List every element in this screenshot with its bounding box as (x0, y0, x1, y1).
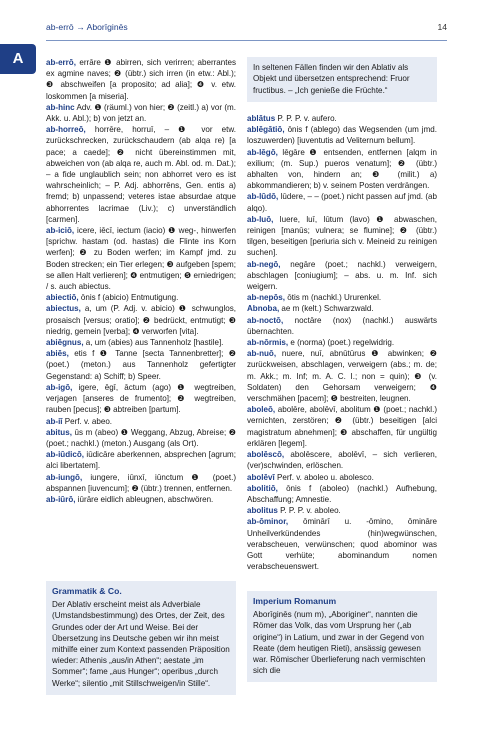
entry-ablegatio: ablēgātiō, ōnis f (ablego) das Wegsenden (um jmd. loszuwerden) [iuventutis ad Veliternum bellum]. (247, 125, 437, 146)
headword: abolēvī (247, 472, 275, 482)
entry-abnuo: ab-nuō, nuere, nuī, abnūtūrus ❶ abwinken; ❷ zurückweisen, abschlagen, verweigern (abs.; m. de; m. Akk.; m. Inf; m. A. C. I.; non = quin); ❸ (v. Soldaten) den Gehorsam verweigern; ❹ verschmähen [pacem]; ❺ bestreiten, leugnen. (247, 349, 437, 404)
entry-abhinc: ab-hinc Adv. ❶ (räuml.) von hier; ❷ (zeitl.) a) vor (m. Akk. u. Abl.); b) von jetzt an. (46, 102, 236, 124)
running-head-range: ab-errō → Aborīginēs (46, 22, 128, 32)
grammar-info-box (46, 581, 236, 695)
entry-abolitio: abolitiō, ōnis f (aboleo) (nachkl.) Aufhebung, Abschaffung; Amnestie. (247, 483, 437, 504)
imperium-box-title: Imperium Romanum (253, 596, 337, 606)
letter-thumb-tab[interactable]: A (0, 44, 36, 74)
page-number: 14 (437, 22, 447, 32)
headword: abolitiō, (247, 483, 278, 493)
headword: ab-iciō, (46, 226, 75, 236)
entry-abiungo: ab-iungō, iungere, iūnxī, iūnctum ❶ (poet.) abspannen [iuvencum]; ❷ (übtr.) trennen, entfernen. (46, 472, 236, 493)
entry-abitus: abitus, ūs m (abeo) ❶ Weggang, Abzug, Abreise; ❷ (poet.; nachkl.) (meton.) Ausgang (als Ort). (46, 427, 236, 448)
imperium-info-box (247, 591, 437, 682)
headword: ab-nuō, (247, 349, 277, 359)
headword: Abnoba, (247, 304, 280, 314)
running-head (46, 22, 447, 36)
headword: abiēgnus, (46, 338, 84, 348)
entry-abolesco: abolēscō, abolēscere, abolēvī, – sich verlieren, (ver)schwinden, erlöschen. (247, 450, 437, 471)
headword: abolēscō, (247, 450, 285, 460)
headword: ab-iūdicō, (46, 450, 84, 460)
entry-ablatus: ablātus P. P. P. v. aufero. (247, 114, 337, 123)
headword: ab-luō, (247, 214, 274, 224)
headword: ab-lēgō, (247, 147, 278, 157)
headword: abitus, (46, 427, 72, 437)
entry-abhorreo: ab-horreō, horrēre, horruī, – ❶ vor etw. zurückschrecken, zurückschaudern (ab alqa re) [a pace; a caede]; ❷ nicht übereinstimmen mit, abweichen von (ab alqa re, auch m. Abl. od. m. Dat.); – a fide unglaublich sein; non abhorret vero es ist wahrscheinlich; – P. Adj. abhorrēns, Gen. entis a) fremd; b) unpassend; veteres istae absurdae atque abhorrentes lacrimae (Liv.); c) unverständlich [carmen]. (46, 125, 236, 224)
entry-abolevi: abolēvī Perf. v. aboleo u. abolesco. (247, 472, 374, 482)
entry-abnocto: ab-noctō, noctāre (nox) (nachkl.) auswärts übernachten. (247, 315, 437, 336)
entry-abigo: ab-igō, igere, ēgī, āctum (ago) ❶ wegtreiben, verjagen [anseres de frumento]; ❷ wegtreiben, rauben [pecus]; ❸ abtreiben [partum]. (46, 382, 236, 415)
entry-aberro: ab-errō, errāre ❶ abirren, sich verirren; aberrantes ex agmine naves; ❷ (übtr.) sich irren (in etw.: Abl.); ❸ abschweifen [a proposito; ad alia]; ❹ v. etw. loskommen [a miseria]. (46, 58, 236, 101)
headword: ab-lūdō, (247, 192, 279, 202)
entry-abnormis: ab-nōrmis, e (norma) (poet.) regelwidrig. (247, 338, 395, 348)
headword: ablēgātiō, (247, 125, 285, 135)
note-box-text: In seltenen Fällen finden wir den Ablativ als Objekt und übersetzen entsprechend: Fruor fructibus. – „Ich genieße die Früchte.“ (253, 63, 410, 95)
grammar-box-text: Der Ablativ erscheint meist als Adverbiale (Umstandsbestimmung) des Ortes, der Zeit, des Grundes oder der Art und Weise. Bei der Übersetzung ins Deutsche geben wir ihn meist mithilfe einer zum Kontext passenden Präposition wieder: Athenis „aus/in Athen“; aestate „im Sommer“; fame „aus Hunger“; operibus „durch Werke“; silentio „mit Stillschweigen/in Stille“. (52, 600, 230, 688)
headword: ab-nōrmis, (247, 338, 289, 348)
headword: ab-horreō, (46, 125, 86, 135)
entry-abnoba: Abnoba, ae m (kelt.) Schwarzwald. (247, 304, 374, 314)
headword: ablātus (247, 114, 276, 123)
headword: ab-hinc (46, 102, 75, 112)
entry-ablego: ab-lēgō, lēgāre ❶ entsenden, entfernen [alqm in exilium; (m. Sup.) pueros venatum]; ❷ (übtr.) abhalten von, hindern an; ❸ (milit.) a) abkommandieren; b) v. seinem Posten verdrängen. (247, 147, 437, 191)
imperium-box-text: Aborīginēs (num m), „Aboriginer“, nannten die Römer das Volk, das vom Ursprung her („ab origine“) in Latium, und zwar in der Gegend von Reate (dem heutigen Rieti), ansässig gewesen war. Römischer Überlieferung nach vermischten sich die (253, 610, 426, 676)
header-rule (46, 40, 447, 41)
headword: ab-errō, (46, 58, 76, 67)
entry-abludo: ab-lūdō, lūdere, – – (poet.) nicht passen auf jmd. (ab alqo). (247, 192, 437, 213)
entry-abnepos: ab-nepōs, ōtis m (nachkl.) Ururenkel. (247, 293, 382, 303)
entry-abluo: ab-luō, luere, luī, lūtum (lavo) ❶ abwaschen, reinigen [manūs; vulnera; se flumine]; ❷ (übtr.) tilgen, beseitigen [periuria sich v. Meineid zu reinigen suchen]. (247, 214, 437, 258)
entry-abominor: ab-ōminor, ōminārī u. -ōmino, ōmināre Unheilverkündendes (hin)wegwünschen, verabscheuen, verwünschen; quod abominor was Gott verhüte; abominandum nomen verabscheuenswert. (247, 517, 437, 572)
right-column (247, 113, 437, 572)
headword: ab-iungō, (46, 472, 83, 482)
entry-abiegnus: abiēgnus, a, um (abies) aus Tannenholz [hastile]. (46, 338, 224, 348)
entry-abiectio: abiectiō, ōnis f (abicio) Entmutigung. (46, 293, 179, 303)
headword: ab-noctō, (247, 315, 284, 325)
entry-aboleo: aboleō, abolēre, abolēvī, abolitum ❶ (poet.; nachkl.) vernichten, zerstören; ❷ (übtr.) beseitigen [alci magistratum abnehmen]; ❸ abschaffen, für ungültig erklären [legem]. (247, 405, 437, 448)
entry-abnego: ab-negō, negāre (poet.; nachkl.) verweigern, abschlagen [coniugium]; – abs. u. m. Inf. sich weigern. (247, 259, 437, 292)
headword: ab-negō, (247, 259, 281, 269)
headword: ab-nepōs, (247, 293, 286, 303)
headword: abiectus, (46, 304, 81, 314)
headword: ab-iūrō, (46, 494, 76, 504)
headword: abiectiō, (46, 293, 79, 303)
headword: ab-iī (46, 416, 63, 426)
headword: ab-ōminor, (247, 517, 289, 527)
headword: aboleō, (247, 405, 276, 415)
entry-abii: ab-iī Perf. v. abeo. (46, 416, 113, 426)
entry-abiectus: abiectus, a, um (P. Adj. v. abicio) ❶ schwunglos, prosaisch [versus; oratio]; ❷ bedrückt, entmutigt; ❸ niedrig, gemein [verba]; ❹ verworfen [vita]. (46, 304, 236, 336)
entry-abolitus: abolitus P. P. P. v. aboleo. (247, 506, 341, 516)
entry-abiuro: ab-iūrō, iūrāre eidlich ableugnen, abschwören. (46, 494, 214, 504)
headword: ab-igō, (46, 382, 73, 392)
ablative-note-box (247, 57, 437, 102)
entry-abiudico: ab-iūdicō, iūdicāre aberkennen, absprechen [agrum; alci libertatem]. (46, 450, 236, 471)
headword: abolitus (247, 506, 278, 516)
entry-abicio: ab-iciō, icere, iēcī, iectum (iacio) ❶ weg-, hinwerfen [sprichw. hastam (od. hastas) die Flinte ins Korn werfen]; ❷ zu Boden werfen; im Kampf jmd. zu Boden strecken; ein Tier erlegen; ❸ aufgeben [spem; se allen Halt verlieren]; ❹ entmutigen; ❺ erniedrigen; / s. auch abiectus. (46, 226, 236, 292)
left-column (46, 57, 236, 505)
headword: abiēs, (46, 349, 69, 359)
entry-abies: abiēs, etis f ❶ Tanne [secta Tannenbretter]; ❷ (poet.) (meton.) aus Tannenholz gefertigter Gegenstand: a) Schiff; b) Speer. (46, 349, 236, 381)
grammar-box-title: Grammatik & Co. (52, 586, 122, 596)
